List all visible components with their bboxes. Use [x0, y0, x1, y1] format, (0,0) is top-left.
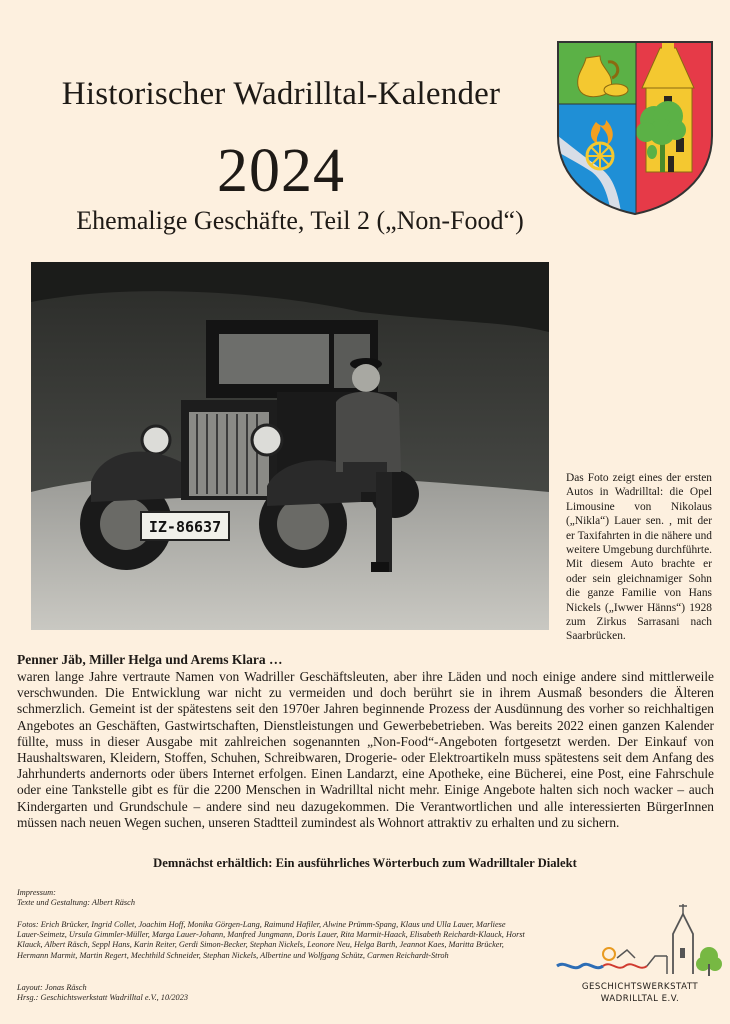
- historical-car-photo: [31, 262, 549, 630]
- photo-caption: Das Foto zeigt eines der ersten Autos in Wadrilltal: die Opel Limousine von Nikolaus („Nikla“) Lauer sen. , mit der er Taxifahrten in die nähere und weitere Umgebung durchführte. Mit diesem Auto brachte er oder sein gleichnamiger Sohn die ganze Familie von Hans Nickels („Iwwer Hänns“) 1928 zum Zirkus Sarrasani nach Saarbrücken.: [566, 472, 712, 643]
- article-body: waren lange Jahre vertraute Namen von Wadriller Geschäftsleuten, aber ihre Läden und noch einige andere sind mittlerweile verschwunden. Die Entwicklung war nicht zu vermeiden und doch berührt sie in ihrem Ausmaß besonders die Älteren schmerzlich. Gemeint ist der spätestens seit den 1970er Jahren beginnende Prozess der Ausdünnung des vorher so reichhaltigen Angebotes an Geschäften, Gastwirtschaften, Dienstleistungen und Gewerbebetrieben. Was bereits 2022 einen ganzen Kalender füllte, muss in dieser Ausgabe mit zahlreichen sogenannten „Non-Food“-Angeboten fortgesetzt werden. Der Einkauf von Haushaltswaren, Kleidern, Stoffen, Schuhen, Schreibwaren, Drogerie- oder Elektroartikeln muss spätestens seit dem Anfang des Jahrhunderts andernorts oder übers Internet erfolgen. Einen Landarzt, eine Apotheke, eine Bücherei, eine Post, eine Fahrschule oder eine Tankstelle gibt es für die 2200 Menschen in Wadrilltal nicht mehr. Einige Angebote halten sich noch wacker – auch Kindergarten und Grundschule – andere sind neu dazugekommen. Die Verantwortlichen und alle interessierten BürgerInnen müssen nach neuen Wegen suchen, unseren Stadtteil zumindest als Wohnort attraktiv zu erhalten und zu sichern.: [17, 669, 714, 830]
- geschichtswerkstatt-logo: [555, 900, 725, 1018]
- coat-of-arms-icon: [556, 40, 714, 216]
- imprint-publisher: Hrsg.: Geschichtswerkstatt Wadrilltal e.V., 10/2023: [17, 993, 189, 1003]
- imprint-layout: Layout: Jonas Räsch: [17, 983, 87, 992]
- imprint-block: [17, 888, 267, 908]
- license-plate: IZ-86637: [148, 518, 222, 536]
- imprint-texts: Texte und Gestaltung: Albert Räsch: [17, 898, 135, 908]
- logo-graphic-icon: [555, 900, 725, 980]
- car-photo-illustration: [31, 262, 549, 630]
- calendar-title: Historischer Wadrilltal-Kalender: [61, 76, 501, 112]
- calendar-year: 2024: [217, 137, 345, 205]
- article-heading: Penner Jäb, Miller Helga und Arems Klara …: [17, 652, 283, 667]
- imprint-layout-block: [17, 983, 317, 1003]
- logo-text-line2: WADRILLTAL E.V.: [600, 994, 680, 1004]
- logo-text-line1: GESCHICHTSWERKSTATT: [581, 982, 699, 992]
- imprint-label: Impressum:: [17, 888, 56, 897]
- dictionary-notice: Demnächst erhältlich: Ein ausführliches Wörterbuch zum Wadrilltaler Dialekt: [153, 856, 577, 870]
- calendar-subtitle: Ehemalige Geschäfte, Teil 2 („Non-Food“): [76, 206, 524, 235]
- imprint-photo-credits: Fotos: Erich Brücker, Ingrid Collet, Joachim Hoff, Monika Görgen-Lang, Raimund Hafiler, Alwine Prümm-Spang, Klaus und Ulla Lauer, Marliese Lauer-Seimetz, Ursula Gimmler-Müller, Marga Lauer-Johann, Manfred Jungmann, Doris Lauer, Rita Marmit-Haack, Elisabeth Reichardt-Klauck, Horst Klauck, Albert Räsch, Seppl Hans, Karin Reiter, Gerdi Simon-Becker, Stephan Nickels, Leonore Neu, Helga Barth, Jeannot Kaes, Maritta Brücker, Hermann Marmit, Martin Regert, Mechthild Schneider, Stephan Nickels, Albertine und Wolfgang Schütz, Carmen Reichardt-Stroh: [17, 920, 525, 960]
